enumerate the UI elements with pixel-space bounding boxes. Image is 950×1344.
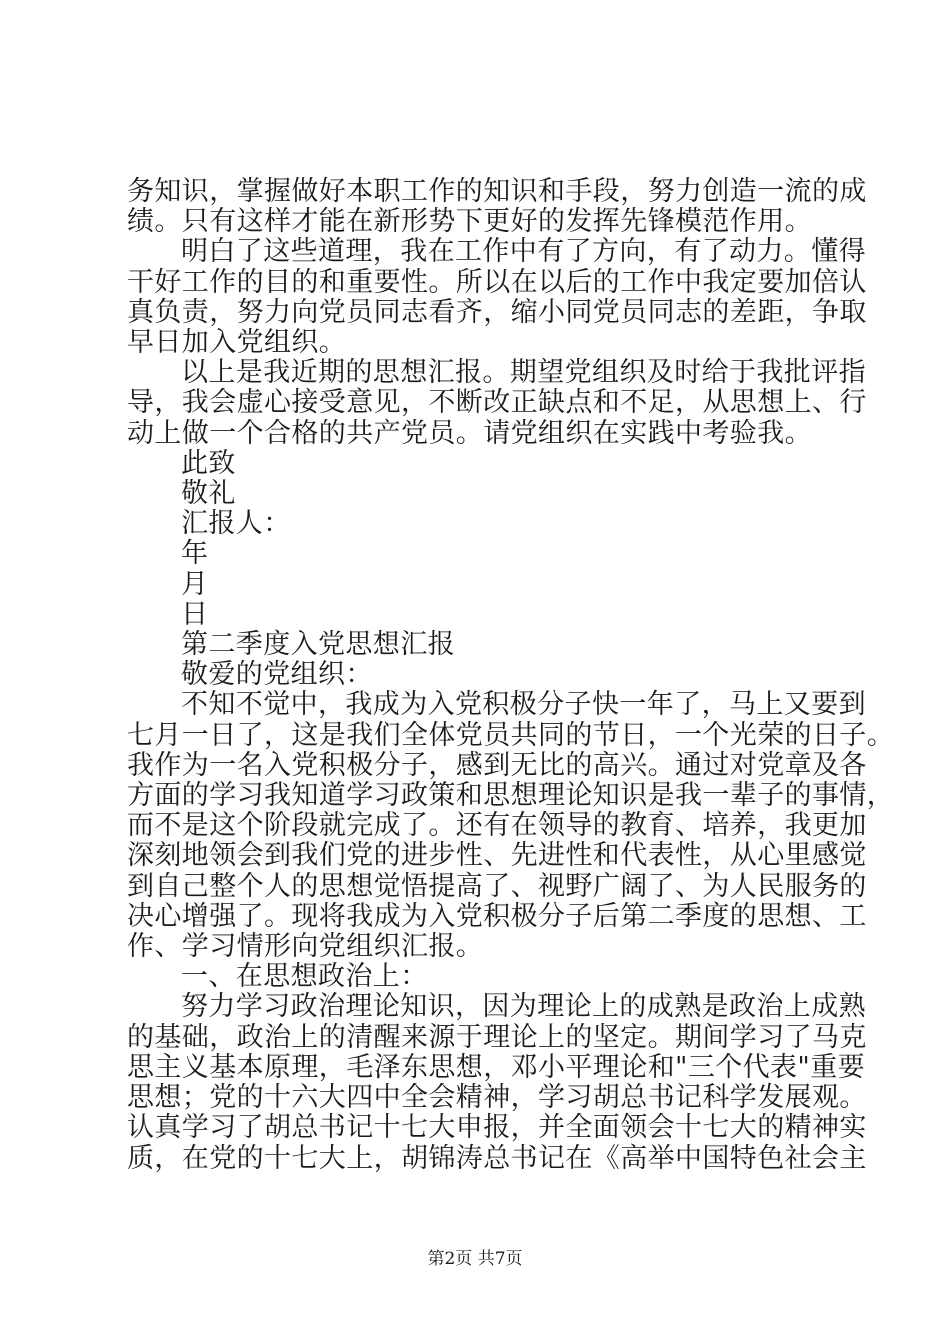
text-line: 质，在党的十七大上，胡锦涛总书记在《高举中国特色社会主 [127,1142,867,1174]
text-line: 作、学习情形向党组织汇报。 [127,931,484,963]
date-day: 日 [181,598,209,630]
text-line: 以上是我近期的思想汇报。期望党组织及时给于我批评指 [181,357,866,389]
text-line: 真负责，努力向党员同志看齐，缩小同党员同志的差距，争取 [127,296,867,328]
section-title: 第二季度入党思想汇报 [181,629,455,661]
text-line: 早日加入党组织。 [127,327,347,359]
greeting: 敬爱的党组织： [181,659,373,691]
text-line: 方面的学习我知道学习政策和思想理论知识是我一辈子的事情， [127,780,895,812]
text-line: 动上做一个合格的共产党员。请党组织在实践中考验我。 [127,417,812,449]
text-line: 到自己整个人的思想觉悟提高了、视野广阔了、为人民服务的 [127,870,867,902]
text-line: 思想；党的十六大四中全会精神，学习胡总书记科学发展观。 [127,1082,867,1114]
text-line: 而不是这个阶段就完成了。还有在领导的教育、培养，我更加 [127,810,867,842]
text-line: 我作为一名入党积极分子，感到无比的高兴。通过对党章及各 [127,749,867,781]
subsection-heading: 一、在思想政治上： [181,961,428,993]
text-line: 导，我会虚心接受意见，不断改正缺点和不足，从思想上、行 [127,387,867,419]
text-line: 干好工作的目的和重要性。所以在以后的工作中我定要加倍认 [127,266,867,298]
text-line: 务知识，掌握做好本职工作的知识和手段，努力创造一流的成 [127,176,867,207]
text-line: 努力学习政治理论知识，因为理论上的成熟是政治上成熟 [181,991,866,1023]
date-month: 月 [181,568,209,600]
closing-salutation: 此致 [181,447,236,479]
text-line: 决心增强了。现将我成为入党积极分子后第二季度的思想、工 [127,900,867,932]
text-line: 认真学习了胡总书记十七大申报，并全面领会十七大的精神实 [127,1112,867,1144]
text-line: 的基础，政治上的清醒来源于理论上的坚定。期间学习了马克 [127,1021,867,1053]
reporter-label: 汇报人： [181,508,291,540]
closing-regards: 敬礼 [181,478,236,510]
text-line: 七月一日了，这是我们全体党员共同的节日，一个光荣的日子。 [127,719,895,751]
document-body [127,176,895,1174]
text-line: 思主义基本原理，毛泽东思想，邓小平理论和"三个代表"重要 [127,1051,866,1083]
text-line: 深刻地领会到我们党的进步性、先进性和代表性，从心里感觉 [127,840,867,872]
text-line: 不知不觉中，我成为入党积极分子快一年了，马上又要到 [181,689,866,721]
text-line: 明白了这些道理，我在工作中有了方向，有了动力。懂得 [181,236,866,268]
date-year: 年 [181,538,209,570]
text-line: 绩。只有这样才能在新形势下更好的发挥先锋模范作用。 [127,206,812,238]
page-number-footer: 第2页 共7页 [427,1249,523,1269]
